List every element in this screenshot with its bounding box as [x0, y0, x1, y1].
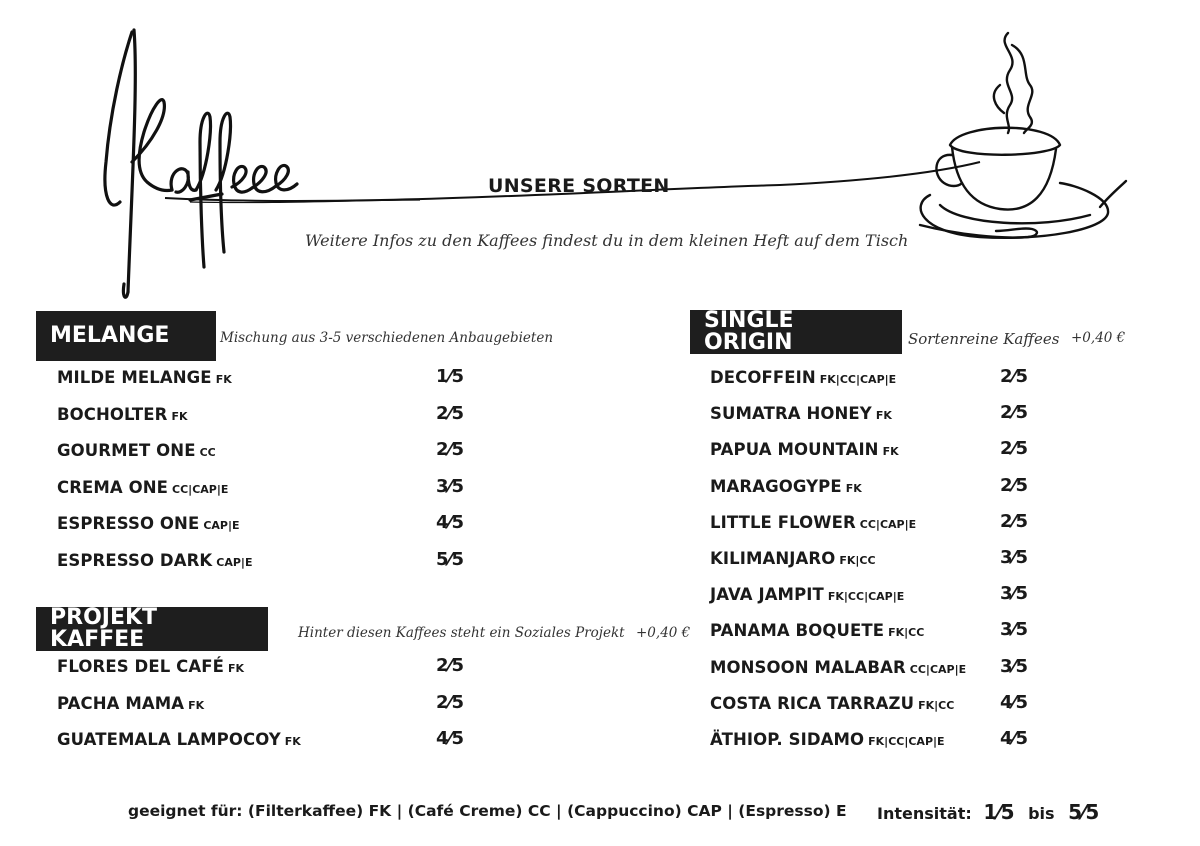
intensity-max: 5⁄5 [1068, 800, 1100, 824]
coffee-name: ESPRESSO DARK [57, 550, 213, 570]
coffee-intensity: 4⁄5 [1000, 691, 1029, 713]
coffee-suitability-tags: CC|CAP|E [909, 662, 967, 676]
coffee-intensity: 2⁄5 [1000, 510, 1029, 532]
list-item [710, 477, 862, 497]
coffee-name: JAVA JAMPIT [710, 585, 824, 605]
coffee-name: LITTLE FLOWER [710, 512, 856, 532]
list-item [710, 621, 924, 641]
coffee-name: FLORES DEL CAFÉ [57, 657, 224, 676]
section-note-projekt: Hinter diesen Kaffees steht ein Soziales Projekt [298, 625, 625, 641]
list-item [710, 549, 876, 569]
coffee-name: DECOFFEIN [710, 368, 816, 387]
section-surcharge-single-origin: +0,40 € [1071, 330, 1126, 346]
coffee-suitability-tags: CC|CAP|E [859, 517, 917, 531]
list-item [57, 368, 232, 388]
footer-legend: geeignet für: (Filterkaffee) FK | (Café Creme) CC | (Cappuccino) CAP | (Espresso) E [128, 802, 847, 820]
coffee-intensity: 2⁄5 [1000, 438, 1029, 460]
list-item [710, 658, 966, 678]
coffee-intensity: 2⁄5 [436, 691, 465, 713]
list-item [57, 405, 188, 425]
coffee-intensity: 4⁄5 [436, 728, 465, 749]
coffee-intensity: 3⁄5 [1000, 619, 1029, 641]
list-item [710, 694, 954, 714]
coffee-intensity: 4⁄5 [436, 512, 465, 533]
coffee-name: KILIMANJARO [710, 549, 836, 568]
coffee-name: MONSOON MALABAR [710, 657, 906, 677]
coffee-intensity: 2⁄5 [436, 655, 465, 676]
coffee-name: BOCHOLTER [57, 404, 168, 424]
list-item [710, 440, 899, 460]
coffee-cup-illustration [900, 25, 1140, 255]
intensity-label: Intensität: [877, 804, 972, 823]
list-item [710, 730, 945, 750]
section-title-melange: MELANGE [36, 311, 216, 361]
list-item [57, 478, 228, 498]
list-item [710, 513, 916, 533]
coffee-intensity: 3⁄5 [1000, 547, 1029, 568]
coffee-intensity: 2⁄5 [436, 439, 465, 460]
coffee-suitability-tags: FK|CC [918, 698, 955, 712]
list-item [57, 514, 240, 534]
coffee-name: PANAMA BOQUETE [710, 621, 885, 641]
list-item [710, 404, 892, 424]
list-item [57, 657, 244, 677]
coffee-intensity: 2⁄5 [436, 402, 465, 424]
page-title: UNSERE SORTEN [488, 175, 670, 197]
coffee-suitability-tags: FK [215, 373, 232, 386]
coffee-suitability-tags: CAP|E [203, 519, 240, 532]
coffee-suitability-tags: FK|CC|CAP|E [868, 735, 945, 748]
coffee-suitability-tags: CAP|E [216, 555, 253, 569]
intensity-between: bis [1028, 804, 1055, 823]
coffee-intensity: 2⁄5 [1000, 402, 1029, 424]
coffee-intensity: 2⁄5 [1000, 474, 1029, 496]
coffee-suitability-tags: CC|CAP|E [172, 482, 229, 496]
page-subtitle: Weitere Infos zu den Kaffees findest du in dem kleinen Heft auf dem Tisch [305, 231, 909, 250]
coffee-suitability-tags: FK|CC|CAP|E [819, 373, 897, 386]
coffee-name: GUATEMALA LAMPOCOY [57, 730, 281, 749]
coffee-suitability-tags: FK|CC [888, 626, 925, 640]
list-item [57, 441, 216, 461]
coffee-intensity: 3⁄5 [1000, 655, 1029, 677]
coffee-intensity: 3⁄5 [1000, 583, 1029, 605]
coffee-name: GOURMET ONE [57, 441, 196, 460]
coffee-name: PAPUA MOUNTAIN [710, 440, 879, 460]
coffee-name: CREMA ONE [57, 477, 169, 497]
list-item [710, 585, 904, 605]
coffee-name: COSTA RICA TARRAZU [710, 693, 915, 713]
intensity-min: 1⁄5 [983, 800, 1015, 824]
coffee-intensity: 2⁄5 [1000, 366, 1029, 387]
list-item [57, 694, 204, 714]
section-title-single-origin: SINGLE ORIGIN [690, 310, 902, 354]
coffee-intensity: 3⁄5 [436, 475, 465, 497]
coffee-name: ESPRESSO ONE [57, 514, 200, 533]
coffee-suitability-tags: FK [882, 445, 899, 459]
coffee-suitability-tags: FK [875, 409, 892, 423]
coffee-suitability-tags: FK|CC|CAP|E [827, 590, 905, 604]
coffee-intensity: 1⁄5 [436, 366, 465, 387]
footer-intensity [877, 800, 1099, 824]
coffee-name: ÄTHIOP. SIDAMO [710, 730, 865, 749]
coffee-intensity: 5⁄5 [436, 548, 465, 570]
list-item [57, 730, 301, 750]
coffee-suitability-tags: FK [227, 662, 245, 675]
list-item [710, 368, 896, 388]
coffee-suitability-tags: FK [188, 698, 205, 712]
coffee-suitability-tags: CC [199, 446, 216, 459]
coffee-suitability-tags: FK [845, 481, 862, 495]
section-surcharge-projekt: +0,40 € [636, 625, 691, 641]
section-note-single-origin: Sortenreine Kaffees [908, 330, 1060, 348]
section-title-projekt: PROJEKT KAFFEE [36, 607, 268, 651]
coffee-name: MILDE MELANGE [57, 368, 212, 387]
coffee-name: MARAGOGYPE [710, 476, 842, 496]
coffee-name: SUMATRA HONEY [710, 404, 872, 424]
list-item [57, 551, 252, 571]
coffee-suitability-tags: FK [284, 735, 301, 748]
coffee-suitability-tags: FK|CC [839, 554, 876, 567]
coffee-suitability-tags: FK [171, 409, 188, 423]
coffee-intensity: 4⁄5 [1000, 728, 1029, 749]
coffee-name: PACHA MAMA [57, 693, 185, 713]
section-note-melange: Mischung aus 3-5 verschiedenen Anbaugebieten [220, 330, 554, 346]
